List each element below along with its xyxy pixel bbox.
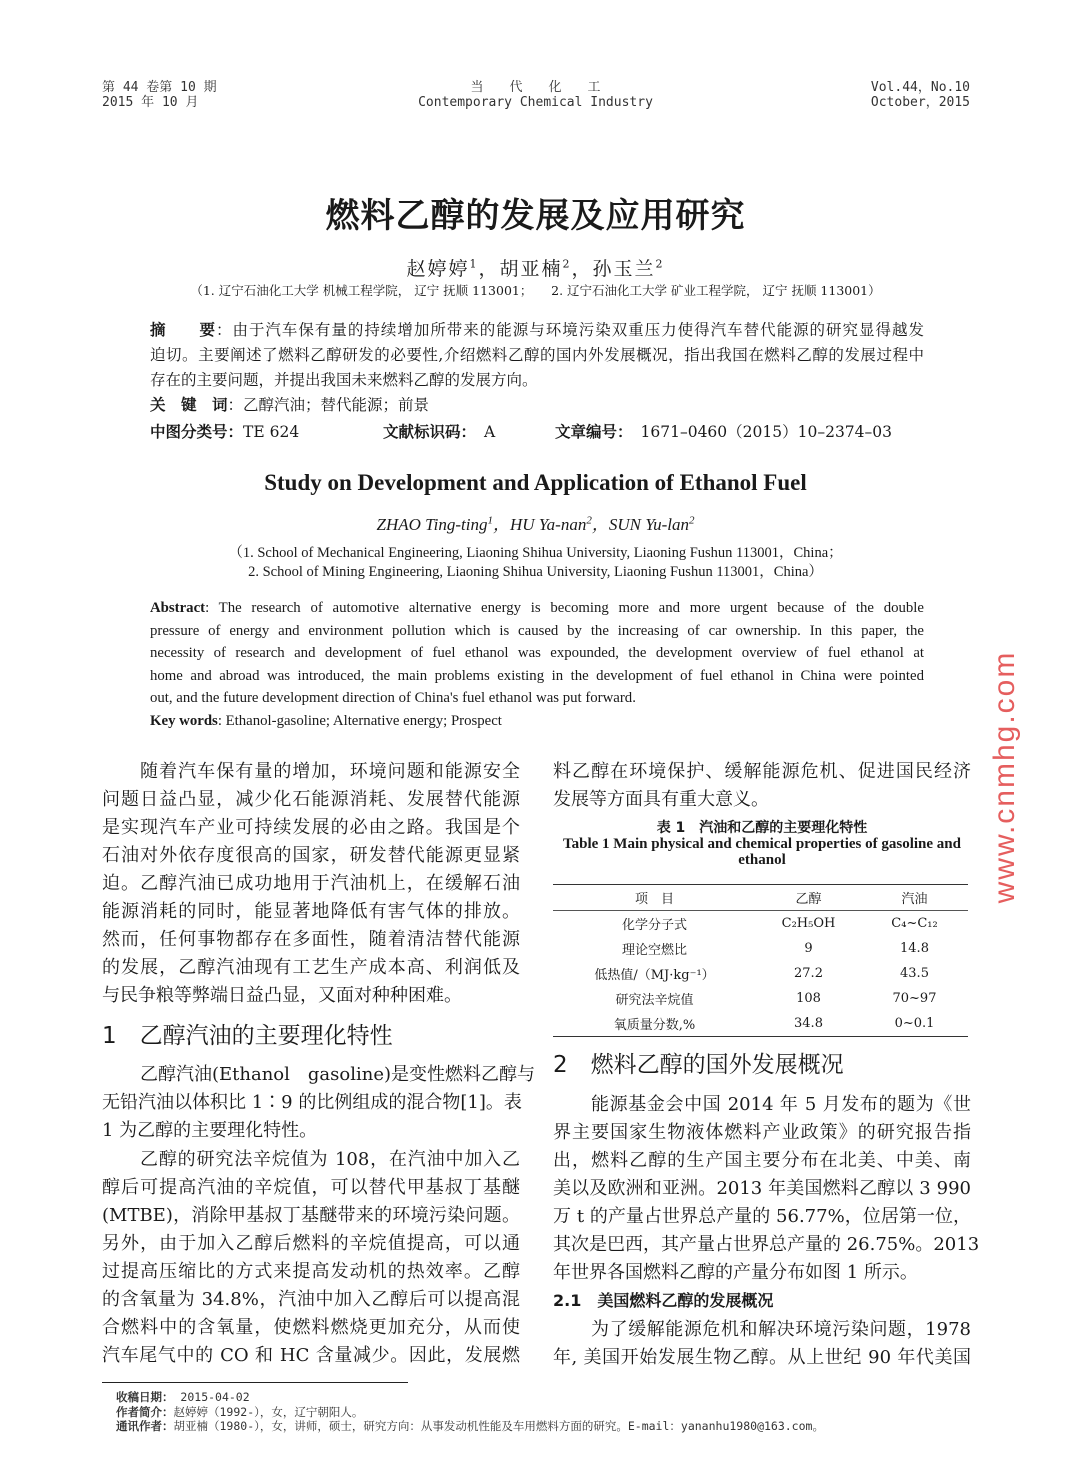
keywords-cn [150,393,924,418]
issue-volume: 第 44 卷第 10 期 [102,80,217,95]
table-cell: 0~0.1 [894,1016,935,1031]
table-cell: 低热值/（MJ·kg⁻¹） [594,968,715,983]
footnote [116,1390,824,1405]
table-caption [543,820,981,868]
doc-code-label: 文献标识码： [383,423,477,441]
table-cell: 化学分子式 [621,918,687,933]
abstract-en-line: home and abroad was introduced, the main problems existing in the development of fuel ethanol in China were pointed [150,667,924,684]
table-row [553,961,968,986]
footnote [116,1405,824,1420]
clc-value: TE 624 [243,423,300,441]
footnote-label: 作者简介： [116,1404,174,1419]
body-paragraph [553,1316,971,1372]
abstract-en-line: pressure of energy and environment pollution which is caused by the increasing of car ownership. In this paper, the [150,622,924,639]
body-line: 石油对外依存度很高的国家，研发替代能源更显紧 [102,845,520,866]
author-separator: ， [591,515,609,534]
table-cell: 27.2 [794,966,823,981]
body-paragraph [102,758,520,1010]
body-line: 万 t 的产量占世界总产量的 56.77%，位居第一位， [553,1206,971,1227]
body-line: 的含氧量为 34.8%，汽油中加入乙醇后可以提高混 [102,1289,520,1310]
running-header-center [340,80,731,110]
body-line: 随着汽车保有量的增加，环境问题和能源安全 [140,761,520,782]
body-paragraph [553,758,971,814]
classification-line [150,420,924,444]
body-line: 能源消耗的同时，能显著地降低有害气体的排放。 [102,901,520,922]
body-line: 另外，由于加入乙醇后燃料的辛烷值提高，可以通 [102,1233,520,1254]
body-line: 醇后可提高汽油的辛烷值，可以替代甲基叔丁基醚 [102,1177,520,1198]
article-no-value: 1671–0460（2015）10–2374–03 [640,423,892,441]
author-affiliation-mark: 2 [586,514,592,527]
body-line: 为了缓解能源危机和解决环境污染问题，1978 [591,1319,971,1340]
keywords-text: ：乙醇汽油；替代能源；前景 [227,396,430,414]
body-line: 合燃料中的含氧量，使燃料燃烧更加充分，从而使 [102,1317,520,1338]
table-row [553,911,968,937]
table-caption-en: Table 1 Main physical and chemical properties of gasoline and ethanol [563,836,961,868]
keywords-en-text: : Ethanol-gasoline; Alternative energy; Prospect [217,712,502,729]
body-line: 乙醇汽油(Ethanol gasoline)是变性燃料乙醇与 [140,1064,536,1085]
body-line: 问题日益凸显，减少化石能源消耗、发展替代能源 [102,789,520,810]
body-line: 无铅汽油以体积比 1∶9 的比例组成的混合物[1]。表 [102,1092,522,1113]
body-paragraph [102,1061,536,1145]
author-affiliation-mark: 1 [487,514,493,527]
body-paragraph [553,1091,980,1287]
table-cell: C₄~C₁₂ [891,916,938,931]
table-cell: 9 [804,941,813,956]
footnote-label: 收稿日期： [116,1390,174,1404]
author-affiliation-mark: 2 [562,257,572,271]
author-name: 孙玉兰 [592,258,656,280]
author-separator: ， [571,258,593,280]
abstract-en-line: out, and the future development direction of China's fuel ethanol was put forward. [150,690,636,706]
keywords-label: 关 键 词 [150,396,228,414]
author-affiliation-mark: 2 [689,514,695,527]
watermark: www.cnmhg.com [988,650,1021,904]
section-1-heading: 1 乙醇汽油的主要理化特性 [102,1023,393,1049]
body-line: 年世界各国燃料乙醇的产量分布如图 1 所示。 [553,1262,918,1283]
body-paragraph [102,1146,520,1370]
journal-name-en: Contemporary Chemical Industry [418,95,653,110]
issue-date: 2015 年 10 月 [102,95,199,110]
keywords-en [150,710,924,733]
article-no-label: 文章编号： [555,423,633,441]
body-line: 的发展，乙醇汽油现有工艺生产成本高、利润低及 [102,957,520,978]
body-line: 其次是巴西，其产量占世界总产量的 26.75%。2013 [553,1234,980,1255]
footnote-text: 赵婷婷（1992-），女，辽宁朝阳人。 [173,1404,364,1419]
abstract-en-label: Abstract [150,600,206,616]
author-name: 胡亚楠 [499,258,563,280]
author-list-en [0,510,1071,535]
body-line: 能源基金会中国 2014 年 5 月发布的题为《世 [591,1094,971,1115]
author-name: HU Ya-nan [509,515,587,534]
table-row [553,936,968,961]
body-line: 发展等方面具有重大意义。 [553,789,769,810]
author-affiliation-mark: 1 [469,257,479,271]
affiliation-en-line: 2. School of Mining Engineering, Liaoning Shihua University, Liaoning Fushun 113001，China） [248,564,823,580]
journal-name-cn: 当 代 化 工 [470,80,601,95]
body-line: 料乙醇在环境保护、缓解能源危机、促进国民经济 [553,761,971,782]
subsection-2-1-heading: 2.1 美国燃料乙醇的发展概况 [553,1291,774,1310]
table-cell: 108 [796,991,821,1006]
body-line: 汽车尾气中的 CO 和 HC 含量减少。因此，发展燃 [102,1345,520,1366]
body-line: 然而，任何事物都存在多面性，随着清洁替代能源 [102,929,520,950]
table-row [553,1011,968,1037]
body-line: 是实现汽车产业可持续发展的必由之路。我国是个 [102,817,520,838]
affiliation: （1. 辽宁石油化工大学 机械工程学院， 辽宁 抚顺 113001； 2. 辽宁石油化工大学 矿业工程学院， 辽宁 抚顺 113001） [190,283,881,298]
body-line: 美以及欧洲和亚洲。2013 年美国燃料乙醇以 3 990 [553,1178,971,1199]
body-line: 1 为乙醇的主要理化特性。 [102,1120,318,1141]
body-line: 迫。乙醇汽油已成功地用于汽油机上，在缓解石油 [102,873,520,894]
table-cell: 34.8 [794,1016,823,1031]
table-caption-cn: 表 1 汽油和乙醇的主要理化特性 [656,820,868,836]
author-name: ZHAO Ting-ting [376,515,488,534]
paper-title-en: Study on Development and Application of Ethanol Fuel [264,470,807,495]
abstract-en [150,597,924,732]
author-separator: ， [492,515,510,534]
table-cell: C₂H₅OH [781,916,836,931]
running-header-left [102,80,217,110]
footnote-text: 胡亚楠（1980-），女，讲师，硕士，研究方向：从事发动机性能及车用燃料方面的研究。E-mail：yananhu1980@163.com。 [173,1419,824,1433]
abstract-en-line: necessity of research and development of fuel ethanol was expounded, the development overview of fuel ethanol at [150,645,924,661]
issue-date-en: October，2015 [870,95,970,110]
body-line: 年, 美国开始发展生物乙醇。从上世纪 90 年代美国 [553,1347,971,1368]
column-header: 汽油 [861,885,968,911]
table-header-row [553,885,968,911]
author-name: SUN Yu-lan [608,515,689,534]
footnotes [116,1390,824,1434]
abstract-en-line [150,597,924,620]
footnote-label: 通讯作者： [116,1419,174,1433]
body-line: 与民争粮等弊端日益凸显，又面对种种困难。 [102,985,462,1006]
affiliation-en [0,544,1071,582]
keywords-en-label: Key words [150,712,218,729]
table-cell: 研究法辛烷值 [615,993,694,1008]
table-row [553,986,968,1011]
table-cell: 理论空燃比 [621,943,687,958]
body-line: 乙醇的研究法辛烷值为 108，在汽油中加入乙 [140,1149,520,1170]
affiliation-en-line: （1. School of Mechanical Engineering, Liaoning Shihua University, Liaoning Fushun 113001，China； [228,545,843,561]
section-2-heading: 2 燃料乙醇的国外发展概况 [553,1052,844,1078]
issue-volume-en: Vol.44，No.10 [870,80,970,95]
paper-title: 燃料乙醇的发展及应用研究 [325,196,746,236]
abstract-label: 摘 要 [150,321,216,339]
footnote-divider [102,1382,408,1383]
table-cell: 氧质量分数,% [613,1018,696,1033]
table-cell: 14.8 [900,941,929,956]
properties-table [553,884,968,1037]
author-list [0,254,1071,281]
column-header: 乙醇 [756,885,861,911]
footnote [116,1419,824,1434]
body-line: 界主要国家生物液体燃料产业政策》的研究报告指 [553,1122,971,1143]
author-separator: ， [478,258,500,280]
column-header: 项 目 [553,885,756,911]
abstract-line: 迫切。主要阐述了燃料乙醇研发的必要性,介绍燃料乙醇的国内外发展概况，指出我国在燃料乙醇的发展过程中 [150,346,924,364]
author-affiliation-mark: 2 [655,257,665,271]
body-line: 出，燃料乙醇的生产国主要分布在北美、中美、南 [553,1150,971,1171]
author-name: 赵婷婷 [406,258,470,280]
abstract-text: ：由于汽车保有量的持续增加所带来的能源与环境污染双重压力使得汽车替代能源的研究显得越发 [215,321,924,339]
abstract-cn [150,318,924,418]
body-line: (MTBE)，消除甲基叔丁基醚带来的环境污染问题。 [102,1205,520,1226]
table-cell: 70~97 [892,991,937,1006]
abstract-line [150,318,924,343]
abstract-line: 存在的主要问题，并提出我国未来燃料乙醇的发展方向。 [150,371,538,389]
doc-code-value: A [484,423,496,441]
table-cell: 43.5 [900,966,929,981]
footnote-text: 2015-04-02 [173,1390,250,1404]
abstract-en-text: : The research of automotive alternative energy is becoming more and more urgent because of the double [205,600,924,616]
clc-label: 中图分类号： [150,423,244,441]
running-header-right [871,80,970,110]
body-line: 过提高压缩比的方式来提高发动机的热效率。乙醇 [102,1261,520,1282]
